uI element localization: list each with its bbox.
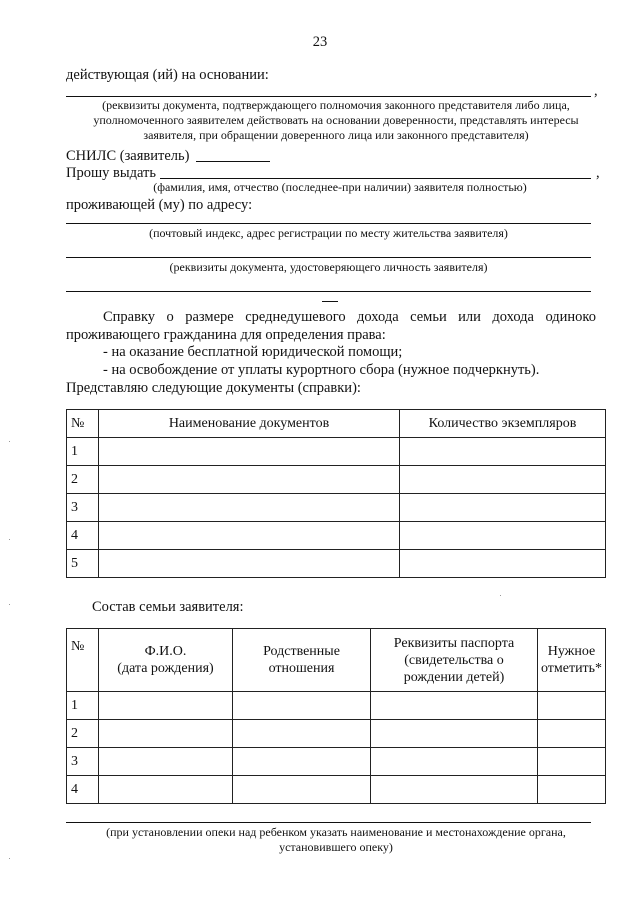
certificate-text: Справку о размере среднедушевого дохода семьи или дохода одиноко проживающего гражданина для определения права: — [66, 309, 596, 343]
doc-name-cell[interactable] — [99, 438, 400, 466]
table-row — [67, 692, 606, 720]
documents-table — [66, 409, 606, 578]
table-row — [67, 466, 606, 494]
row-number: 1 — [67, 692, 99, 720]
address-label: проживающей (му) по адресу: — [66, 197, 253, 213]
doc-count-cell[interactable] — [400, 522, 606, 550]
option-free-legal-aid[interactable]: - на оказание бесплатной юридической помощи; — [103, 344, 403, 360]
doc-name-cell[interactable] — [99, 466, 400, 494]
representative-doc-note: (реквизиты документа, подтверждающего полномочия законного представителя либо лица, уполномоченного заявителем действовать на основании доверенности, представлять интересы заявителя, при обращении доверенного лица или законного представителя) — [93, 98, 579, 142]
relation-cell[interactable] — [233, 776, 371, 804]
scan-dot — [9, 539, 10, 540]
scan-dot — [9, 604, 10, 605]
scan-dot — [9, 441, 10, 442]
page-number: 23 — [312, 34, 328, 50]
fio-cell[interactable] — [99, 720, 233, 748]
row-number: 5 — [67, 550, 99, 578]
table-row — [67, 550, 606, 578]
address-note: (почтовый индекс, адрес регистрации по месту жительства заявителя) — [149, 226, 508, 240]
table-row — [67, 776, 606, 804]
mark-cell[interactable] — [538, 692, 606, 720]
row-number: 2 — [67, 720, 99, 748]
docs-header-name: Наименование документов — [99, 410, 400, 438]
row-number: 4 — [67, 522, 99, 550]
doc-name-cell[interactable] — [99, 550, 400, 578]
guardianship-note: (при установлении опеки над ребенком указать наименование и местонахождение органа, установившего опеку) — [106, 825, 566, 854]
row-number: 3 — [67, 748, 99, 776]
address-line[interactable] — [66, 223, 591, 224]
doc-name-cell[interactable] — [99, 522, 400, 550]
fio-note: (фамилия, имя, отчество (последнее-при наличии) заявителя полностью) — [153, 180, 527, 194]
mark-cell[interactable] — [538, 720, 606, 748]
passport-cell[interactable] — [371, 692, 538, 720]
request-label: Прошу выдать — [66, 165, 156, 181]
relation-cell[interactable] — [233, 692, 371, 720]
row-number: 3 — [67, 494, 99, 522]
docs-header-count: Количество экземпляров — [400, 410, 606, 438]
table-row — [67, 494, 606, 522]
family-header-relation: Родственные отношения — [233, 629, 371, 692]
table-row — [67, 438, 606, 466]
doc-name-cell[interactable] — [99, 494, 400, 522]
mark-cell[interactable] — [538, 748, 606, 776]
family-title: Состав семьи заявителя: — [92, 599, 244, 615]
guardianship-line[interactable] — [66, 822, 591, 823]
row-number: 2 — [67, 466, 99, 494]
relation-cell[interactable] — [233, 748, 371, 776]
id-document-note: (реквизиты документа, удостоверяющего личность заявителя) — [169, 260, 488, 274]
scan-dot — [500, 595, 501, 596]
fio-cell[interactable] — [99, 776, 233, 804]
family-header-passport: Реквизиты паспорта (свидетельства о рождении детей) — [371, 629, 538, 692]
doc-count-cell[interactable] — [400, 438, 606, 466]
mark-cell[interactable] — [538, 776, 606, 804]
table-row — [67, 522, 606, 550]
family-header-number: № — [67, 629, 99, 692]
row-number: 4 — [67, 776, 99, 804]
table-row — [67, 720, 606, 748]
documents-intro: Представляю следующие документы (справки): — [66, 380, 361, 396]
fio-cell[interactable] — [99, 692, 233, 720]
applicant-fio-line[interactable] — [160, 178, 591, 179]
snils-field[interactable] — [196, 161, 270, 162]
family-header-fio: Ф.И.О. (дата рождения) — [99, 629, 233, 692]
comma: , — [594, 83, 598, 99]
doc-count-cell[interactable] — [400, 494, 606, 522]
snils-label: СНИЛС (заявитель) — [66, 148, 190, 164]
passport-cell[interactable] — [371, 720, 538, 748]
short-dash — [322, 301, 338, 302]
acting-basis-label: действующая (ий) на основании: — [66, 67, 269, 83]
comma: , — [596, 165, 600, 181]
representative-doc-line[interactable] — [66, 96, 591, 97]
passport-cell[interactable] — [371, 776, 538, 804]
row-number: 1 — [67, 438, 99, 466]
docs-header-number: № — [67, 410, 99, 438]
family-table — [66, 628, 606, 804]
option-resort-fee[interactable]: - на освобождение от уплаты курортного сбора (нужное подчеркнуть). — [103, 362, 540, 378]
doc-count-cell[interactable] — [400, 466, 606, 494]
extra-line[interactable] — [66, 291, 591, 292]
relation-cell[interactable] — [233, 720, 371, 748]
table-row — [67, 748, 606, 776]
passport-cell[interactable] — [371, 748, 538, 776]
id-document-line[interactable] — [66, 257, 591, 258]
doc-count-cell[interactable] — [400, 550, 606, 578]
fio-cell[interactable] — [99, 748, 233, 776]
scan-dot — [9, 858, 10, 859]
family-header-mark: Нужное отметить* — [538, 629, 606, 692]
